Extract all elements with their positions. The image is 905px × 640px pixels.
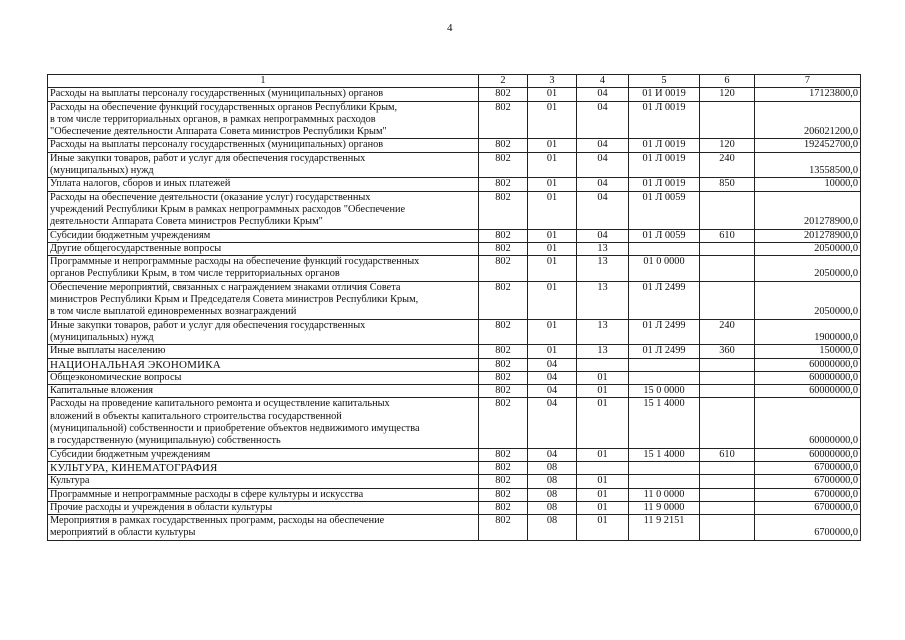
row-code-4: 01 (577, 488, 629, 501)
row-amount: 6700000,0 (755, 488, 861, 501)
row-description: Другие общегосударственные вопросы (48, 242, 479, 255)
row-description: Расходы на проведение капитального ремонта и осуществление капитальных вложений в объекты капитального строительства государственной (муниципальной) собственности и приобретение объектов недвижимого имущества в государственную (муниципальную) собственность (48, 398, 479, 448)
row-amount: 10000,0 (755, 178, 861, 191)
row-code-3: 01 (528, 229, 577, 242)
table-row (48, 385, 861, 398)
row-code-5: 15 1 4000 (629, 448, 700, 461)
row-code-3: 01 (528, 152, 577, 178)
row-description: Программные и непрограммные расходы на обеспечение функций государственных органов Республики Крым, в том числе территориальных органов (48, 256, 479, 282)
row-code-6: 120 (700, 139, 755, 152)
row-code-5: 01 Л 2499 (629, 345, 700, 358)
row-code-4: 01 (577, 398, 629, 448)
row-code-6 (700, 242, 755, 255)
table-row (48, 319, 861, 345)
table-row (48, 191, 861, 229)
row-code-2: 802 (479, 345, 528, 358)
table-row (48, 501, 861, 514)
row-description: Расходы на обеспечение функций государственных органов Республики Крым, в том числе территориальных органов, в рамках непрограммных расходов "Обеспечение деятельности Аппарата Совета министров Республики Крым" (48, 101, 479, 139)
row-description: НАЦИОНАЛЬНАЯ ЭКОНОМИКА (48, 358, 479, 371)
row-description: Субсидии бюджетным учреждениям (48, 448, 479, 461)
row-code-3: 08 (528, 488, 577, 501)
table-row (48, 242, 861, 255)
row-code-6 (700, 281, 755, 319)
row-amount: 13558500,0 (755, 152, 861, 178)
row-amount: 150000,0 (755, 345, 861, 358)
row-amount: 6700000,0 (755, 501, 861, 514)
row-code-6 (700, 256, 755, 282)
row-code-6 (700, 501, 755, 514)
row-code-5: 15 0 0000 (629, 385, 700, 398)
row-code-4: 04 (577, 88, 629, 101)
row-code-5: 01 Л 0019 (629, 178, 700, 191)
row-code-2: 802 (479, 385, 528, 398)
row-code-5 (629, 358, 700, 371)
row-code-4: 01 (577, 515, 629, 541)
row-code-4: 04 (577, 229, 629, 242)
row-code-4: 01 (577, 448, 629, 461)
row-code-4 (577, 358, 629, 371)
row-code-6: 850 (700, 178, 755, 191)
row-amount: 17123800,0 (755, 88, 861, 101)
row-code-3: 08 (528, 475, 577, 488)
row-code-5: 01 Л 0059 (629, 229, 700, 242)
row-code-4: 13 (577, 319, 629, 345)
row-amount: 60000000,0 (755, 398, 861, 448)
row-description: Иные выплаты населению (48, 345, 479, 358)
row-code-5: 01 Л 2499 (629, 319, 700, 345)
row-code-2: 802 (479, 488, 528, 501)
row-code-2: 802 (479, 448, 528, 461)
row-code-5 (629, 242, 700, 255)
row-code-2: 802 (479, 501, 528, 514)
row-code-5: 01 Л 0019 (629, 139, 700, 152)
row-code-6 (700, 371, 755, 384)
row-code-3: 08 (528, 461, 577, 474)
row-description: Субсидии бюджетным учреждениям (48, 229, 479, 242)
row-amount: 60000000,0 (755, 358, 861, 371)
row-amount: 6700000,0 (755, 461, 861, 474)
row-code-6 (700, 398, 755, 448)
row-code-6 (700, 461, 755, 474)
row-code-5 (629, 475, 700, 488)
row-code-3: 04 (528, 371, 577, 384)
column-header: 6 (700, 75, 755, 88)
row-code-3: 04 (528, 358, 577, 371)
row-code-2: 802 (479, 229, 528, 242)
column-header: 1 (48, 75, 479, 88)
row-code-6 (700, 385, 755, 398)
row-code-4: 13 (577, 345, 629, 358)
row-code-2: 802 (479, 475, 528, 488)
row-code-2: 802 (479, 319, 528, 345)
table-row (48, 488, 861, 501)
row-amount: 60000000,0 (755, 385, 861, 398)
page-number: 4 (447, 22, 453, 34)
row-description: Уплата налогов, сборов и иных платежей (48, 178, 479, 191)
row-code-3: 04 (528, 448, 577, 461)
row-amount: 206021200,0 (755, 101, 861, 139)
row-code-5: 01 И 0019 (629, 88, 700, 101)
row-code-3: 01 (528, 101, 577, 139)
column-header: 2 (479, 75, 528, 88)
row-code-2: 802 (479, 242, 528, 255)
row-code-4: 04 (577, 101, 629, 139)
row-code-6 (700, 358, 755, 371)
table-row (48, 475, 861, 488)
table-row (48, 178, 861, 191)
row-code-4: 04 (577, 139, 629, 152)
row-description: Расходы на выплаты персоналу государственных (муниципальных) органов (48, 88, 479, 101)
table-row (48, 448, 861, 461)
table-row (48, 461, 861, 474)
column-header: 5 (629, 75, 700, 88)
row-code-6 (700, 101, 755, 139)
row-code-5: 01 Л 0019 (629, 152, 700, 178)
row-code-3: 01 (528, 345, 577, 358)
row-code-2: 802 (479, 256, 528, 282)
row-code-5: 15 1 4000 (629, 398, 700, 448)
row-code-2: 802 (479, 101, 528, 139)
column-header: 4 (577, 75, 629, 88)
row-code-6: 610 (700, 229, 755, 242)
row-description: Иные закупки товаров, работ и услуг для обеспечения государственных (муниципальных) нужд (48, 319, 479, 345)
row-code-4: 04 (577, 178, 629, 191)
row-code-3: 08 (528, 501, 577, 514)
row-code-5: 11 9 0000 (629, 501, 700, 514)
header-row (48, 75, 861, 88)
row-code-6 (700, 191, 755, 229)
row-code-6: 610 (700, 448, 755, 461)
row-amount: 60000000,0 (755, 448, 861, 461)
row-code-4: 13 (577, 242, 629, 255)
row-description: Прочие расходы и учреждения в области культуры (48, 501, 479, 514)
row-code-5: 01 Л 2499 (629, 281, 700, 319)
row-code-6 (700, 475, 755, 488)
row-code-6: 360 (700, 345, 755, 358)
row-code-3: 01 (528, 139, 577, 152)
row-code-2: 802 (479, 461, 528, 474)
row-code-2: 802 (479, 398, 528, 448)
row-code-3: 01 (528, 319, 577, 345)
row-code-2: 802 (479, 371, 528, 384)
row-amount: 192452700,0 (755, 139, 861, 152)
row-code-5: 11 9 2151 (629, 515, 700, 541)
row-code-4: 13 (577, 256, 629, 282)
row-code-3: 01 (528, 242, 577, 255)
row-code-6 (700, 515, 755, 541)
row-amount: 2050000,0 (755, 256, 861, 282)
table-row (48, 345, 861, 358)
row-amount: 6700000,0 (755, 515, 861, 541)
row-description: Иные закупки товаров, работ и услуг для обеспечения государственных (муниципальных) нужд (48, 152, 479, 178)
row-code-4: 04 (577, 152, 629, 178)
table-row (48, 256, 861, 282)
row-code-3: 08 (528, 515, 577, 541)
row-code-4: 01 (577, 501, 629, 514)
row-code-5: 01 Л 0059 (629, 191, 700, 229)
row-amount: 2050000,0 (755, 281, 861, 319)
row-code-4: 04 (577, 191, 629, 229)
row-code-6 (700, 488, 755, 501)
row-code-5: 01 Л 0019 (629, 101, 700, 139)
table-row (48, 88, 861, 101)
row-code-5: 01 0 0000 (629, 256, 700, 282)
row-description: Обеспечение мероприятий, связанных с награждением знаками отличия Совета министров Республики Крым и Председателя Совета министров Республики Крым, в том числе выплатой единовременных вознаграждений (48, 281, 479, 319)
row-code-3: 01 (528, 256, 577, 282)
table-row (48, 152, 861, 178)
table-row (48, 515, 861, 541)
row-code-5: 11 0 0000 (629, 488, 700, 501)
row-code-5 (629, 371, 700, 384)
row-code-2: 802 (479, 358, 528, 371)
row-code-3: 04 (528, 398, 577, 448)
row-description: Культура (48, 475, 479, 488)
row-description: Расходы на обеспечение деятельности (оказание услуг) государственных учреждений Республики Крым в рамках непрограммных расходов "Обеспечение деятельности Аппарата Совета министров Республики Крым" (48, 191, 479, 229)
row-description: Мероприятия в рамках государственных программ, расходы на обеспечение мероприятий в области культуры (48, 515, 479, 541)
table-row (48, 281, 861, 319)
row-code-6: 240 (700, 319, 755, 345)
row-code-6: 240 (700, 152, 755, 178)
row-code-2: 802 (479, 152, 528, 178)
row-code-4 (577, 461, 629, 474)
row-description: Общеэкономические вопросы (48, 371, 479, 384)
column-header: 7 (755, 75, 861, 88)
row-amount: 201278900,0 (755, 191, 861, 229)
row-description: Программные и непрограммные расходы в сфере культуры и искусства (48, 488, 479, 501)
row-description: Капитальные вложения (48, 385, 479, 398)
table-row (48, 398, 861, 448)
row-code-2: 802 (479, 178, 528, 191)
row-amount: 1900000,0 (755, 319, 861, 345)
row-code-4: 01 (577, 475, 629, 488)
row-amount: 6700000,0 (755, 475, 861, 488)
row-amount: 201278900,0 (755, 229, 861, 242)
row-code-2: 802 (479, 515, 528, 541)
row-code-3: 01 (528, 281, 577, 319)
row-code-2: 802 (479, 139, 528, 152)
row-code-4: 13 (577, 281, 629, 319)
table-row (48, 139, 861, 152)
row-code-4: 01 (577, 371, 629, 384)
row-code-6: 120 (700, 88, 755, 101)
row-code-2: 802 (479, 281, 528, 319)
table-row (48, 229, 861, 242)
row-code-3: 01 (528, 88, 577, 101)
table-row (48, 371, 861, 384)
row-description: Расходы на выплаты персоналу государственных (муниципальных) органов (48, 139, 479, 152)
row-code-5 (629, 461, 700, 474)
table-row (48, 101, 861, 139)
row-code-4: 01 (577, 385, 629, 398)
row-amount: 60000000,0 (755, 371, 861, 384)
column-header: 3 (528, 75, 577, 88)
row-amount: 2050000,0 (755, 242, 861, 255)
row-code-2: 802 (479, 88, 528, 101)
row-code-2: 802 (479, 191, 528, 229)
row-code-3: 01 (528, 178, 577, 191)
row-description: КУЛЬТУРА, КИНЕМАТОГРАФИЯ (48, 461, 479, 474)
row-code-3: 04 (528, 385, 577, 398)
table-row (48, 358, 861, 371)
budget-table (47, 74, 861, 541)
row-code-3: 01 (528, 191, 577, 229)
